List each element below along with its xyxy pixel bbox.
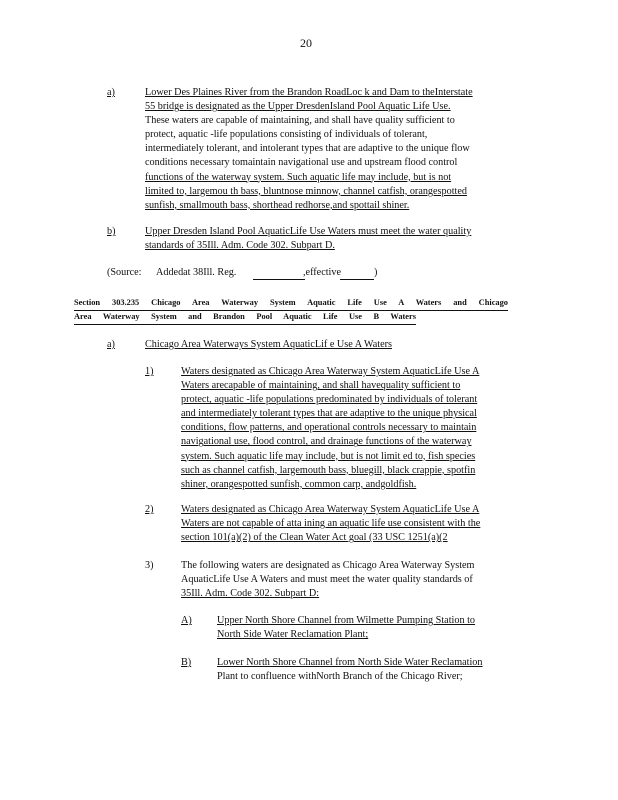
item-2-line: Waters designated as Chicago Area Waterway System AquaticLife Use A xyxy=(181,504,480,515)
section-heading-line2: Area Waterway System and Brandon Pool Aquatic Life Use B Waters xyxy=(74,310,416,325)
para-a-line: Lower Des Plaines River from the Brandon RoadLoc k and Dam to theInterstate xyxy=(145,87,473,98)
para-a-line: These waters are capable of maintaining, and shall have quality sufficient to xyxy=(145,115,455,127)
section-heading-line1: Section 303.235 Chicago Area Waterway System Aquatic Life Use A Waters and Chicago xyxy=(74,296,508,311)
item-3b-label: B) xyxy=(181,657,192,668)
item-1-line: Waters arecapable of maintaining, and shall havequality sufficient to xyxy=(181,380,461,392)
para-a-line: intermediately tolerant, and intolerant types that are adaptive to the unique flow xyxy=(145,143,470,155)
item-3-text xyxy=(181,559,527,601)
item-3-line: 35Ill. Adm. Code 302. Subpart D: xyxy=(181,588,320,600)
para-b-label: b) xyxy=(107,226,116,237)
item-3-line: The following waters are designated as Chicago Area Waterway System xyxy=(181,560,475,571)
item-1-text xyxy=(181,365,527,492)
item-1-line: navigational use, flood control, and drainage functions of the waterway xyxy=(181,436,472,448)
item-3-line: AquaticLife Use A Waters and must meet the water quality standards of xyxy=(181,574,473,586)
item-3b-line: Plant to confluence withNorth Branch of the Chicago River; xyxy=(217,671,463,683)
item-2-label: 2) xyxy=(145,504,154,515)
para-b-line: Upper Dresden Island Pool AquaticLife Use Waters must meet the water quality xyxy=(145,226,472,237)
para-b-text xyxy=(145,225,527,253)
page-number: 20 xyxy=(300,36,312,50)
source-prefix: (Source: xyxy=(107,267,142,278)
item-3a-line: Upper North Shore Channel from Wilmette Pumping Station to xyxy=(217,615,476,626)
item-3a-line: North Side Water Reclamation Plant; xyxy=(217,629,369,641)
item-2-line: section 101(a)(2) of the Clean Water Act goal (33 USC 1251(a)(2 xyxy=(181,532,448,544)
source-effective: ,effective xyxy=(303,267,341,278)
item-1-line: Waters designated as Chicago Area Waterway System AquaticLife Use A xyxy=(181,366,480,377)
item-3b-text xyxy=(217,656,527,684)
item-3b-line: Lower North Shore Channel from North Side Water Reclamation xyxy=(217,657,483,668)
para-a-line: functions of the waterway system. Such aquatic life may include, but is not xyxy=(145,171,452,183)
sub-a-label: a) xyxy=(107,339,115,350)
item-1-line: system. Such aquatic life may include, but is not limit ed to, fish species xyxy=(181,450,476,462)
source-blank-date xyxy=(340,279,374,280)
item-1-label: 1) xyxy=(145,366,154,377)
item-1-line: such as channel catfish, largemouth bass, bluegill, black crappie, spotfin xyxy=(181,464,476,476)
para-a-line: limited to, largemou th bass, bluntnose minnow, channel catfish, orangespotted xyxy=(145,185,467,197)
source-text: Addedat 38Ill. Reg. xyxy=(156,267,237,278)
source-blank-register xyxy=(253,279,305,280)
para-b-line: standards of 35Ill. Adm. Code 302. Subpart D. xyxy=(145,240,335,252)
para-a-line: 55 bridge is designated as the Upper DresdenIsland Pool Aquatic Life Use. xyxy=(145,101,451,113)
source-close: ) xyxy=(374,267,378,278)
para-a-line: conditions necessary tomaintain navigational use and upstream flood control xyxy=(145,157,458,169)
sub-a-heading: Chicago Area Waterways System AquaticLif e Use A Waters xyxy=(145,339,392,350)
item-1-line: shiner, orangespotted sunfish, common carp, andgoldfish. xyxy=(181,478,417,490)
para-a-line: sunfish, smallmouth bass, shorthead redhorse,and spottail shiner. xyxy=(145,199,410,211)
item-3a-text xyxy=(217,614,527,642)
para-a-line: protect, aquatic -life populations consisting of individuals of tolerant, xyxy=(145,129,428,141)
item-1-line: and intermediately tolerant types that are adaptive to the unique physical xyxy=(181,408,477,420)
para-a-text xyxy=(145,86,527,213)
item-2-text xyxy=(181,503,527,545)
item-1-line: protect, aquatic -life populations predominated by individuals of tolerant xyxy=(181,394,478,406)
item-3-label: 3) xyxy=(145,560,154,571)
item-3a-label: A) xyxy=(181,615,192,626)
para-a-label: a) xyxy=(107,87,115,98)
item-2-line: Waters are not capable of atta ining an aquatic life use consistent with the xyxy=(181,518,481,530)
item-1-line: conditions, flow patterns, and operational controls necessary to maintain xyxy=(181,422,477,434)
